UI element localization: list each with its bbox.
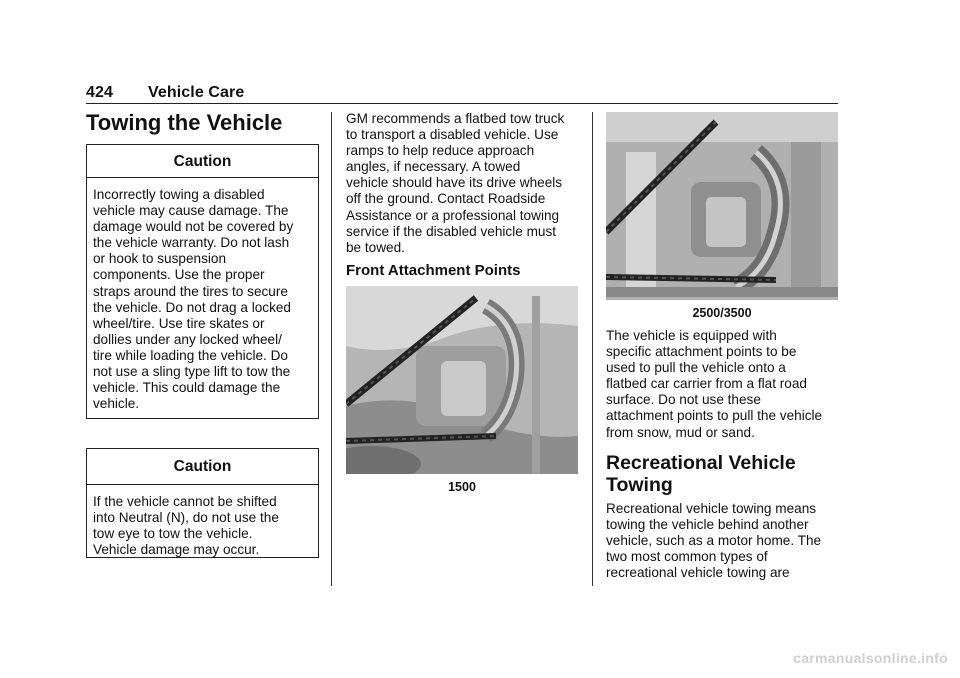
heading-line: Recreational Vehicle	[606, 452, 796, 474]
text-line: vehicle may cause damage. The	[93, 203, 289, 219]
page-number: 424	[86, 84, 113, 101]
text-line: tow eye to tow the vehicle.	[93, 526, 253, 542]
text-line: two most common types of	[606, 549, 768, 565]
text-line: specific attachment points to be	[606, 344, 797, 360]
text-line: If the vehicle cannot be shifted	[93, 494, 277, 509]
caution-text	[87, 485, 318, 558]
text-line: straps around the tires to secure	[93, 283, 288, 299]
text-line: Vehicle damage may occur.	[93, 542, 260, 558]
column-divider-right	[592, 112, 593, 586]
text-line: service if the disabled vehicle must	[346, 223, 557, 239]
text-line: wheel/tire. Use tire skates or	[93, 315, 265, 331]
text-line: from snow, mud or sand.	[606, 424, 755, 440]
text-line: vehicle should have its drive wheels	[346, 175, 563, 191]
text-line: angles, if necessary. A towed	[346, 159, 521, 175]
header-rule	[86, 103, 838, 104]
column-divider-left	[331, 112, 332, 586]
text-line: ramps to help reduce approach	[346, 143, 535, 159]
text-line: vehicle, such as a motor home. The	[606, 533, 822, 549]
text-line: the vehicle warranty. Do not lash	[93, 235, 290, 251]
text-line: towing the vehicle behind another	[606, 517, 809, 533]
text-line: components. Use the proper	[93, 267, 265, 283]
attachment-illustration	[606, 112, 838, 300]
text-line: recreational vehicle towing are	[606, 565, 790, 581]
caution-box-1	[86, 144, 319, 419]
text-line: be towed.	[346, 239, 405, 255]
text-line: the vehicle. Do not drag a locked	[93, 299, 291, 315]
running-header	[86, 84, 244, 102]
attachment-paragraph	[606, 328, 846, 441]
caution-text	[87, 178, 318, 412]
front-attachment-heading: Front Attachment Points	[346, 262, 521, 279]
text-line: to transport a disabled vehicle. Use	[346, 127, 559, 143]
text-line: not use a sling type lift to tow the	[93, 364, 291, 380]
section-name: Vehicle Care	[148, 84, 245, 101]
text-line: Recreational vehicle towing means	[606, 501, 817, 516]
text-line: vehicle.	[93, 396, 140, 412]
figure-1500	[346, 286, 578, 474]
heading-line: Towing	[606, 474, 673, 496]
figure-2500-3500	[606, 112, 838, 300]
text-line: dollies under any locked wheel/	[93, 331, 282, 347]
figure-caption-2500-3500: 2500/3500	[692, 306, 752, 320]
rv-towing-heading	[606, 452, 841, 496]
text-line: attachment points to pull the vehicle	[606, 408, 823, 424]
text-line: The vehicle is equipped with	[606, 328, 777, 343]
text-line: or hook to suspension	[93, 251, 227, 267]
text-line: surface. Do not use these	[606, 392, 761, 408]
attachment-illustration	[346, 286, 578, 474]
text-line: tire while loading the vehicle. Do	[93, 347, 288, 363]
text-line: vehicle. This could damage the	[93, 380, 281, 396]
text-line: Assistance or a professional towing	[346, 207, 560, 223]
text-line: used to pull the vehicle onto a	[606, 360, 786, 376]
text-line: into Neutral (N), do not use the	[93, 510, 279, 526]
caution-heading: Caution	[87, 145, 318, 178]
watermark-text: carmanualsonline.info	[793, 650, 948, 666]
text-line: damage would not be covered by	[93, 219, 294, 235]
text-line: off the ground. Contact Roadside	[346, 191, 546, 207]
page-title: Towing the Vehicle	[86, 110, 283, 135]
figure-caption-1500: 1500	[448, 480, 476, 494]
text-line: GM recommends a flatbed tow truck	[346, 111, 565, 126]
intro-paragraph	[346, 111, 586, 256]
rv-towing-paragraph	[606, 501, 846, 581]
caution-heading: Caution	[87, 449, 318, 485]
text-line: Incorrectly towing a disabled	[93, 187, 265, 202]
caution-box-2	[86, 448, 319, 558]
text-line: flatbed car carrier from a flat road	[606, 376, 807, 392]
